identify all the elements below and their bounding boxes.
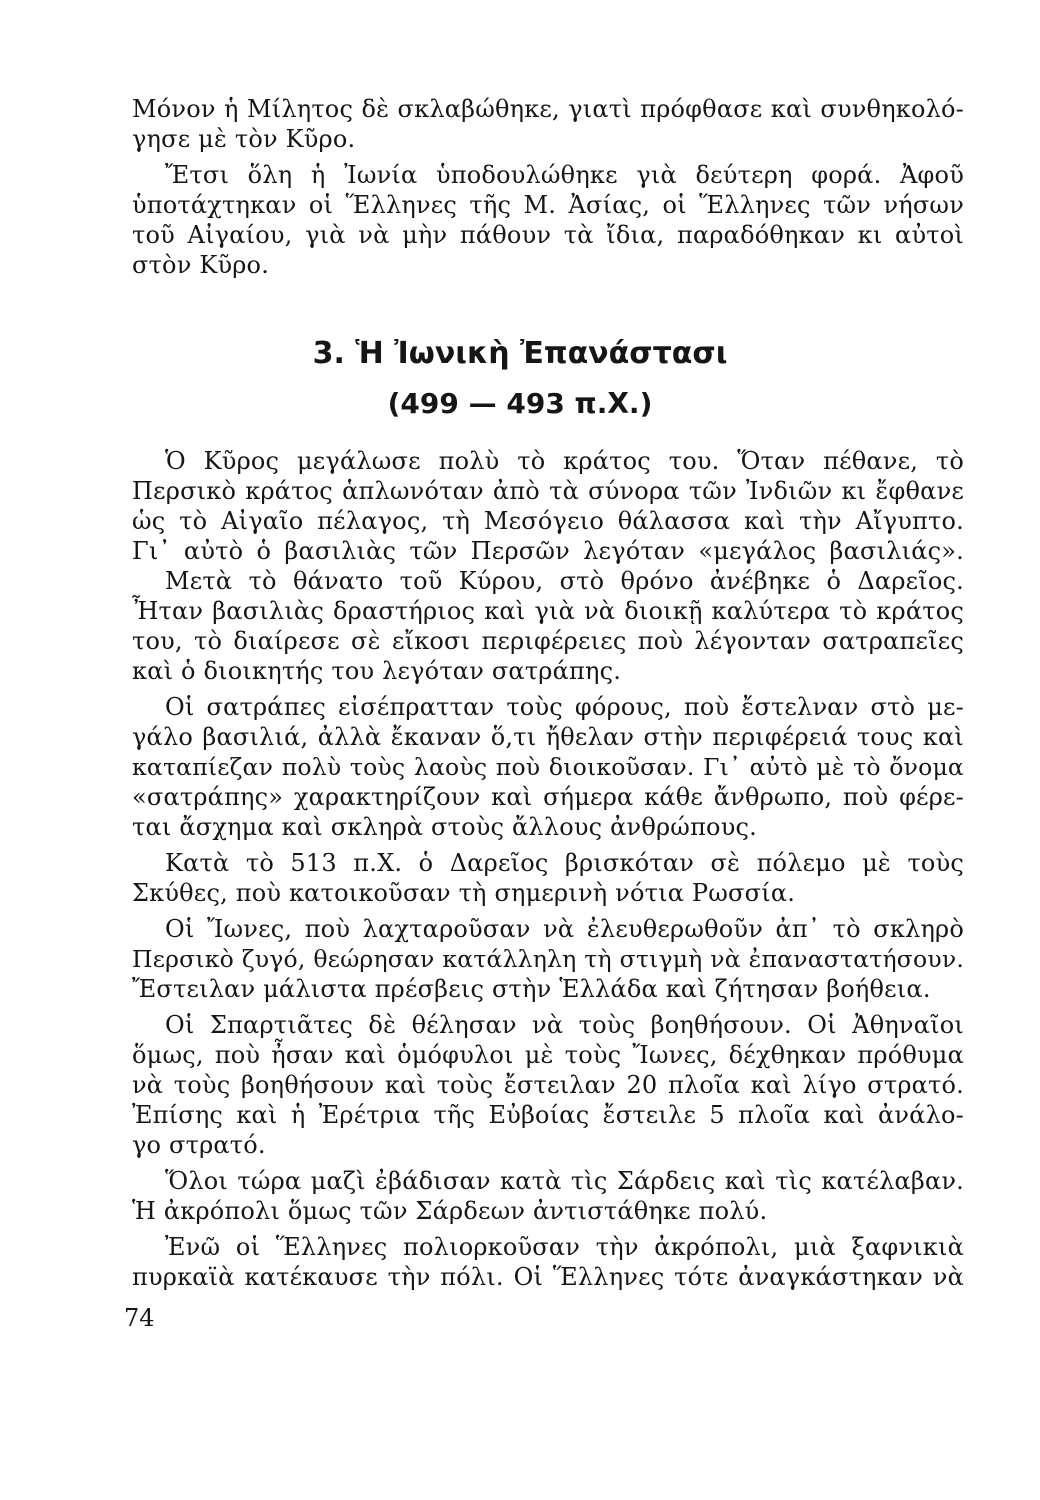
section-title: 3. Ἡ Ἰωνικὴ Ἐπανάστασι bbox=[312, 336, 728, 371]
text-line: Ἡ ἀκρόπολι ὅμως τῶν Σάρδεων ἀντιστάθηκε πολύ. bbox=[132, 1197, 768, 1225]
text-line: πυρκαϊὰ κατέκαυσε τὴν πόλι. Οἱ Ἕλληνες τότε ἀναγκάστηκαν νὰ bbox=[132, 1263, 964, 1291]
section-dates: (499 — 493 π.Χ.) bbox=[387, 387, 653, 420]
text-line: Ἐπίσης καὶ ἡ Ἐρέτρια τῆς Εὐβοίας ἔστειλε 5 πλοῖα καὶ ἀνάλο- bbox=[132, 1101, 964, 1129]
text-line: ται ἄσχημα καὶ σκληρὰ στοὺς ἄλλους ἀνθρώπους. bbox=[132, 813, 757, 841]
text-line: Περσικὸ κράτος ἁπλωνόταν ἀπὸ τὰ σύνορα τῶν Ἰνδιῶν κι ἔφθανε bbox=[132, 477, 964, 505]
text-line: Μετὰ τὸ θάνατο τοῦ Κύρου, στὸ θρόνο ἀνέβηκε ὁ Δαρεῖος. bbox=[165, 567, 964, 595]
text-line: Ἐνῶ οἱ Ἕλληνες πολιορκοῦσαν τὴν ἀκρόπολι, μιὰ ξαφνικιὰ bbox=[165, 1233, 964, 1261]
text-line: τοῦ Αἰγαίου, γιὰ νὰ μὴν πάθουν τὰ ἴδια, παραδόθηκαν κι αὐτοὶ bbox=[132, 221, 964, 249]
text-line: νὰ τοὺς βοηθήσουν καὶ τοὺς ἔστειλαν 20 πλοῖα καὶ λίγο στρατό. bbox=[132, 1071, 964, 1099]
text-line: γο στρατό. bbox=[132, 1131, 266, 1159]
text-line: γησε μὲ τὸν Κῦρο. bbox=[132, 125, 356, 153]
text-line: Ὅλοι τώρα μαζὶ ἐβάδισαν κατὰ τὶς Σάρδεις καὶ τὶς κατέλαβαν. bbox=[165, 1167, 964, 1195]
text-line: Οἱ Ἴωνες, ποὺ λαχταροῦσαν νὰ ἐλευθερωθοῦν ἀπ᾿ τὸ σκληρὸ bbox=[165, 915, 964, 943]
text-line: Οἱ Σπαρτιᾶτες δὲ θέλησαν νὰ τοὺς βοηθήσουν. Οἱ Ἀθηναῖοι bbox=[165, 1011, 964, 1039]
text-line: του, τὸ διαίρεσε σὲ εἴκοσι περιφέρειες ποὺ λέγονταν σατραπεῖες bbox=[132, 627, 964, 655]
text-line: στὸν Κῦρο. bbox=[132, 251, 270, 279]
text-line: Ὁ Κῦρος μεγάλωσε πολὺ τὸ κράτος του. Ὅταν πέθανε, τὸ bbox=[165, 447, 964, 475]
page-number: 74 bbox=[124, 1304, 155, 1332]
text-line: Ἔτσι ὅλη ἡ Ἰωνία ὑποδουλώθηκε γιὰ δεύτερη φορά. Ἀφοῦ bbox=[165, 161, 964, 189]
text-line: καὶ ὁ διοικητής του λεγόταν σατράπης. bbox=[132, 657, 622, 685]
text-line: Οἱ σατράπες εἰσέπρατταν τοὺς φόρους, ποὺ ἔστελναν στὸ με- bbox=[165, 693, 964, 721]
text-line: Σκύθες, ποὺ κατοικοῦσαν τὴ σημερινὴ νότια Ρωσσία. bbox=[132, 879, 796, 907]
text-line: Κατὰ τὸ 513 π.Χ. ὁ Δαρεῖος βρισκόταν σὲ πόλεμο μὲ τοὺς bbox=[165, 849, 964, 877]
text-line: Ἦταν βασιλιὰς δραστήριος καὶ γιὰ νὰ διοικῇ καλύτερα τὸ κράτος bbox=[132, 597, 964, 625]
text-line: Μόνον ἡ Μίλητος δὲ σκλαβώθηκε, γιατὶ πρόφθασε καὶ συνθηκολό- bbox=[132, 95, 964, 123]
text-line: Περσικὸ ζυγό, θεώρησαν κατάλληλη τὴ στιγμὴ νὰ ἐπαναστατήσουν. bbox=[132, 945, 964, 973]
text-line: Ἔστειλαν μάλιστα πρέσβεις στὴν Ἑλλάδα καὶ ζήτησαν βοήθεια. bbox=[132, 975, 931, 1003]
text-line: Γι᾿ αὐτὸ ὁ βασιλιὰς τῶν Περσῶν λεγόταν «μεγάλος βασιλιάς». bbox=[132, 537, 964, 565]
text-line: ὡς τὸ Αἰγαῖο πέλαγος, τὴ Μεσόγειο θάλασσα καὶ τὴν Αἴγυπτο. bbox=[132, 507, 964, 535]
text-line: καταπίεζαν πολὺ τοὺς λαοὺς ποὺ διοικοῦσαν. Γι᾿ αὐτὸ μὲ τὸ ὄνομα bbox=[132, 753, 964, 781]
text-line: «σατράπης» χαρακτηρίζουν καὶ σήμερα κάθε ἄνθρωπο, ποὺ φέρε- bbox=[132, 783, 964, 811]
text-line: ὅμως, ποὺ ἦσαν καὶ ὁμόφυλοι μὲ τοὺς Ἴωνες, δέχθηκαν πρόθυμα bbox=[132, 1041, 964, 1069]
text-line: ὑποτάχτηκαν οἱ Ἕλληνες τῆς Μ. Ἀσίας, οἱ Ἕλληνες τῶν νήσων bbox=[132, 191, 964, 219]
text-line: γάλο βασιλιά, ἀλλὰ ἔκαναν ὅ,τι ἤθελαν στὴν περιφέρειά τους καὶ bbox=[132, 723, 964, 751]
